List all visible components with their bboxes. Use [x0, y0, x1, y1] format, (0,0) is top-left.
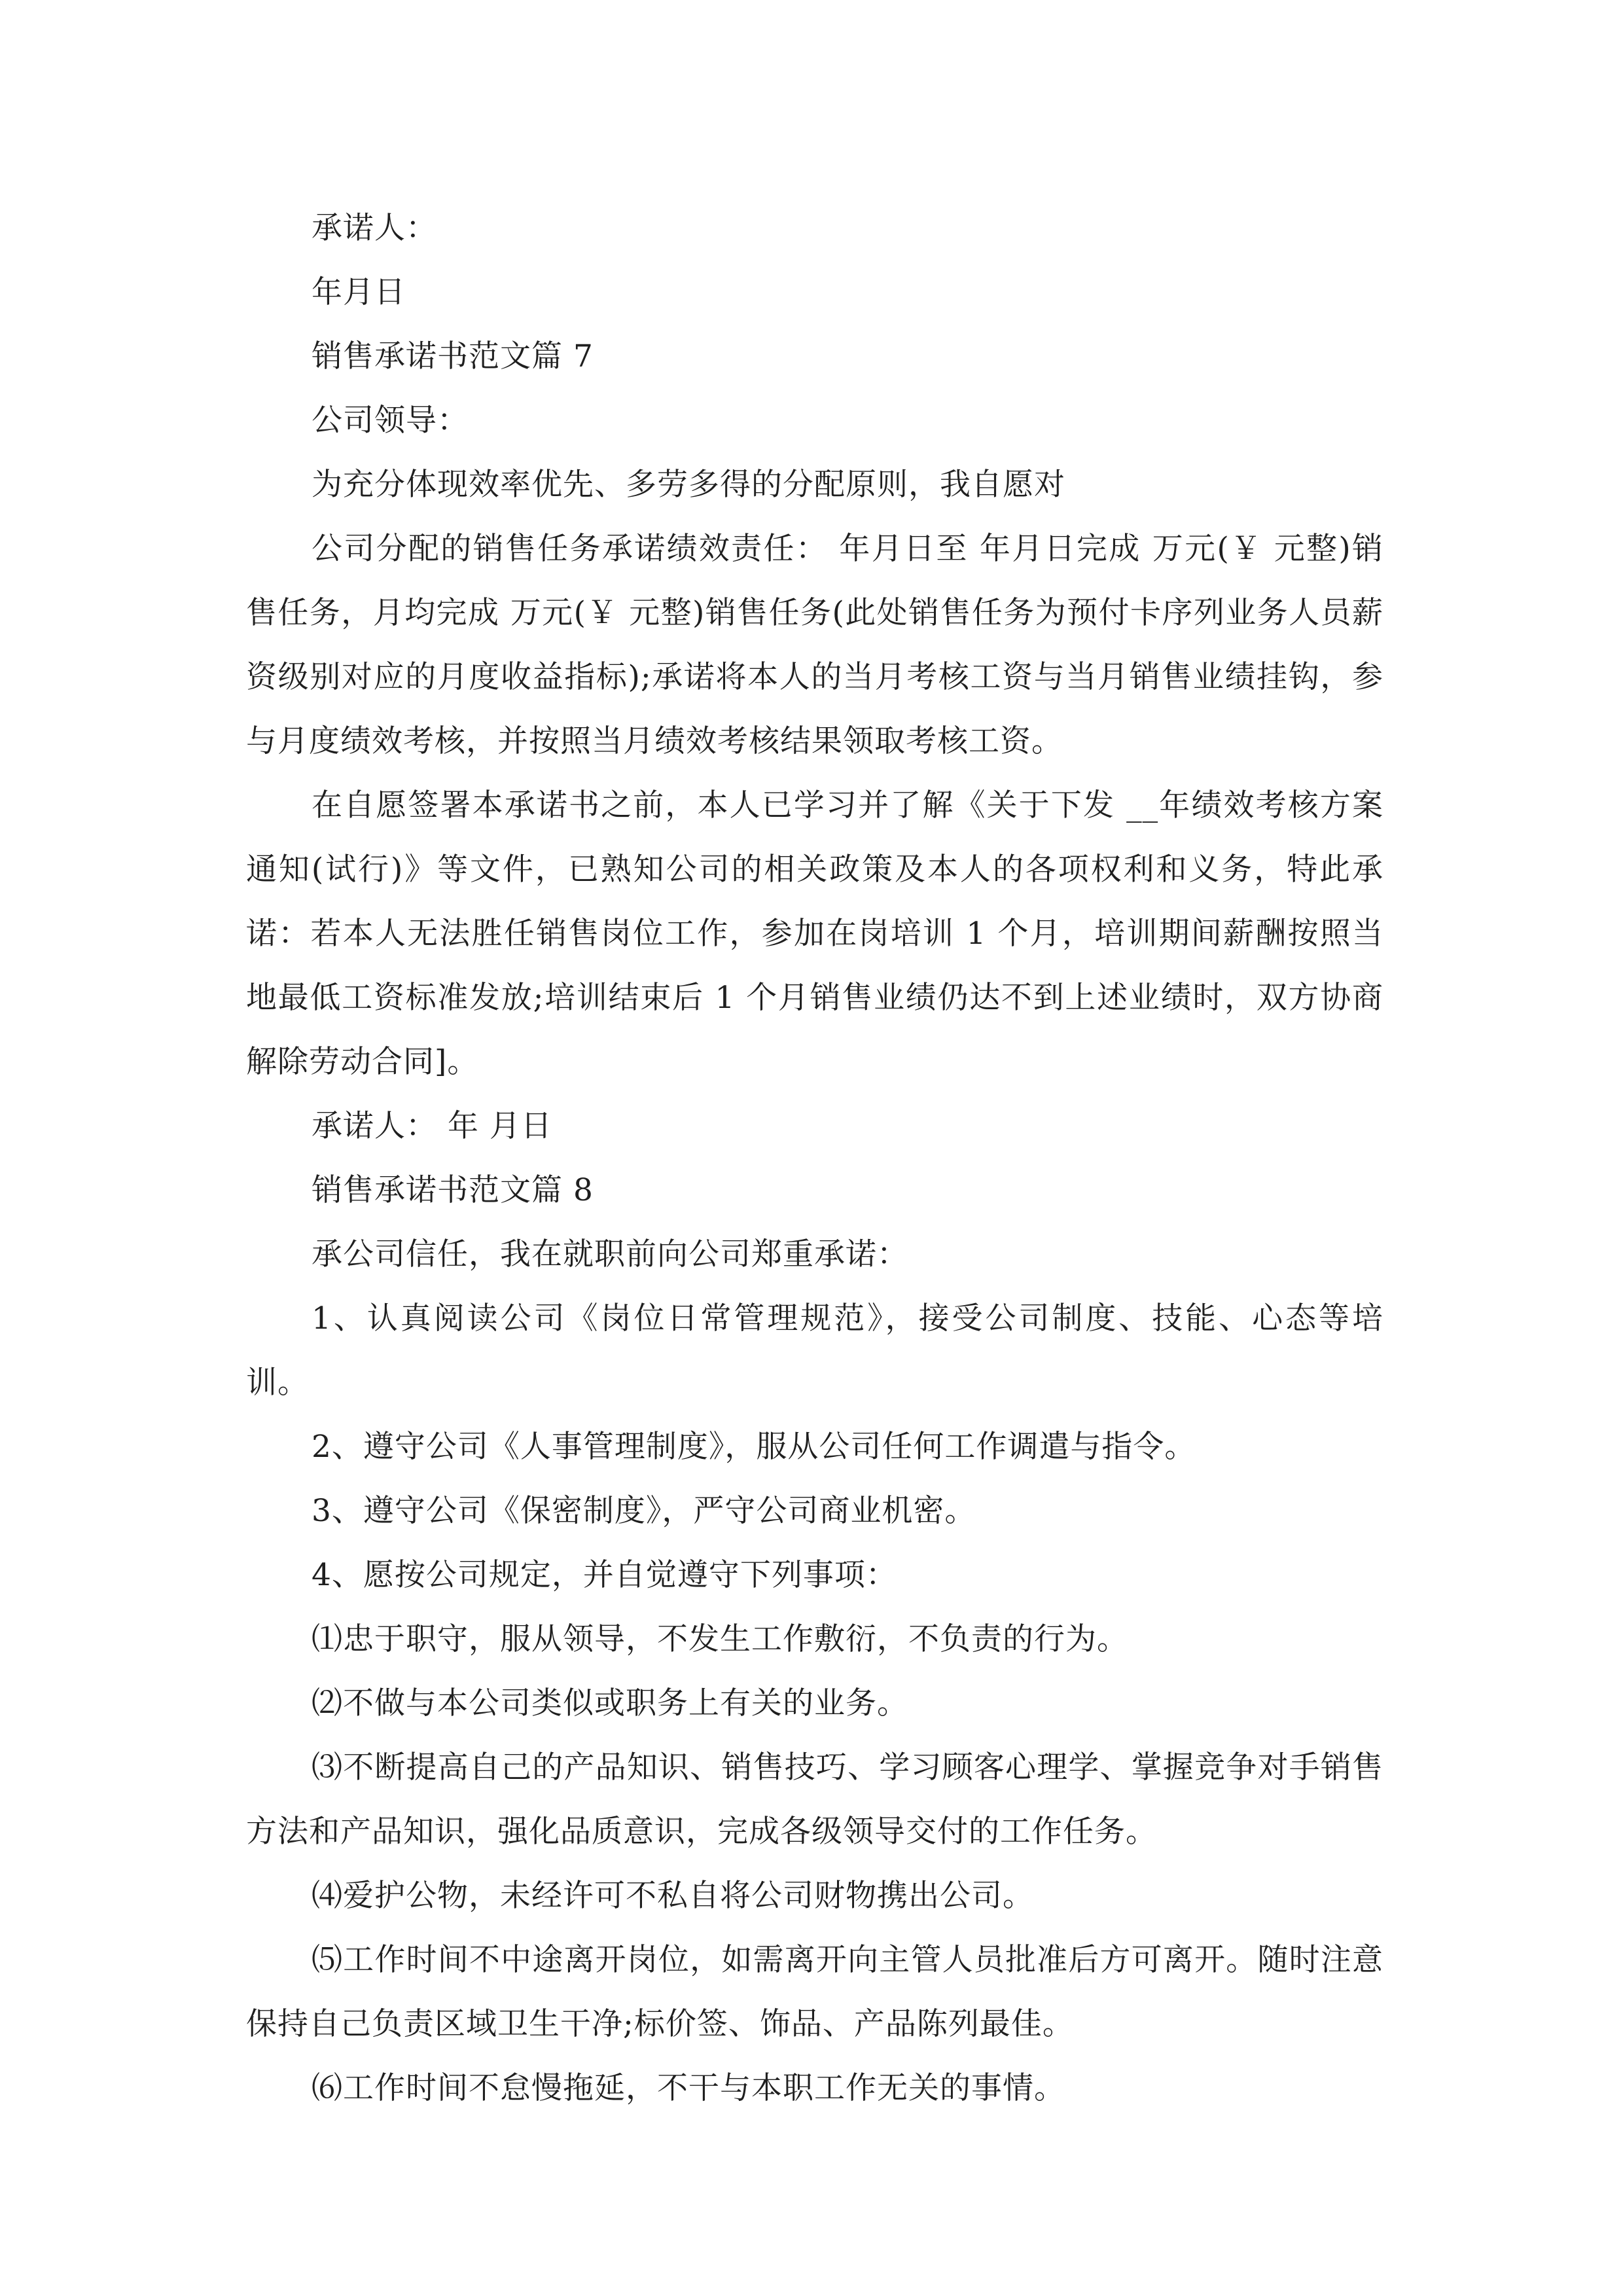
list-item: 2、遵守公司《人事管理制度》，服从公司任何工作调遣与指令。	[312, 1429, 1196, 1465]
paragraph: 承公司信任，我在就职前向公司郑重承诺：	[312, 1236, 908, 1272]
sub-list-item: ⑶不断提高自己的产品知识、销售技巧、学习顾客心理学、掌握竞争对手销售方法和产品知识，强化品质意识，完成各级领导交付的工作任务。	[246, 1749, 1383, 1850]
signature-line: 承诺人：	[312, 210, 437, 246]
sub-list-item: ⑹工作时间不怠慢拖延，不干与本职工作无关的事情。	[312, 2070, 1065, 2106]
section-heading-7: 销售承诺书范文篇 7	[312, 338, 594, 374]
list-item: 4、愿按公司规定，并自觉遵守下列事项：	[312, 1557, 897, 1593]
signature-date-line: 承诺人： 年 月日	[312, 1108, 552, 1144]
paragraph: 为充分体现效率优先、多劳多得的分配原则，我自愿对	[312, 467, 1065, 503]
document-body	[246, 196, 1383, 2121]
section-heading-8: 销售承诺书范文篇 8	[312, 1172, 594, 1208]
paragraph: 在自愿签署本承诺书之前，本人已学习并了解《关于下发 __年绩效考核方案通知(试行)》等文件，已熟知公司的相关政策及本人的各项权利和义务，特此承诺：若本人无法胜任销售岗位工作，参加在岗培训 1 个月，培训期间薪酬按照当地最低工资标准发放;培训结束后 1 个月销售业绩仍达不到上述业绩时，双方协商解除劳动合同]。	[246, 787, 1383, 1080]
list-item: 3、遵守公司《保密制度》，严守公司商业机密。	[312, 1493, 976, 1529]
sub-list-item: ⑴忠于职守，服从领导，不发生工作敷衍，不负责的行为。	[312, 1621, 1128, 1657]
sub-list-item: ⑷爱护公物，未经许可不私自将公司财物携出公司。	[312, 1878, 1034, 1914]
list-item: 1、认真阅读公司《岗位日常管理规范》，接受公司制度、技能、心态等培训。	[246, 1300, 1383, 1401]
sub-list-item: ⑸工作时间不中途离开岗位，如需离开向主管人员批准后方可离开。随时注意保持自己负责区域卫生干净;标价签、饰品、产品陈列最佳。	[246, 1942, 1383, 2042]
date-line: 年月日	[312, 274, 406, 310]
salutation: 公司领导：	[312, 403, 469, 439]
sub-list-item: ⑵不做与本公司类似或职务上有关的业务。	[312, 1685, 908, 1721]
paragraph: 公司分配的销售任务承诺绩效责任： 年月日至 年月日完成 万元(￥ 元整)销售任务，月均完成 万元(￥ 元整)销售任务(此处销售任务为预付卡序列业务人员薪资级别对应的月度收益指标);承诺将本人的当月考核工资与当月销售业绩挂钩，参与月度绩效考核，并按照当月绩效考核结果领取考核工资。	[246, 531, 1383, 759]
